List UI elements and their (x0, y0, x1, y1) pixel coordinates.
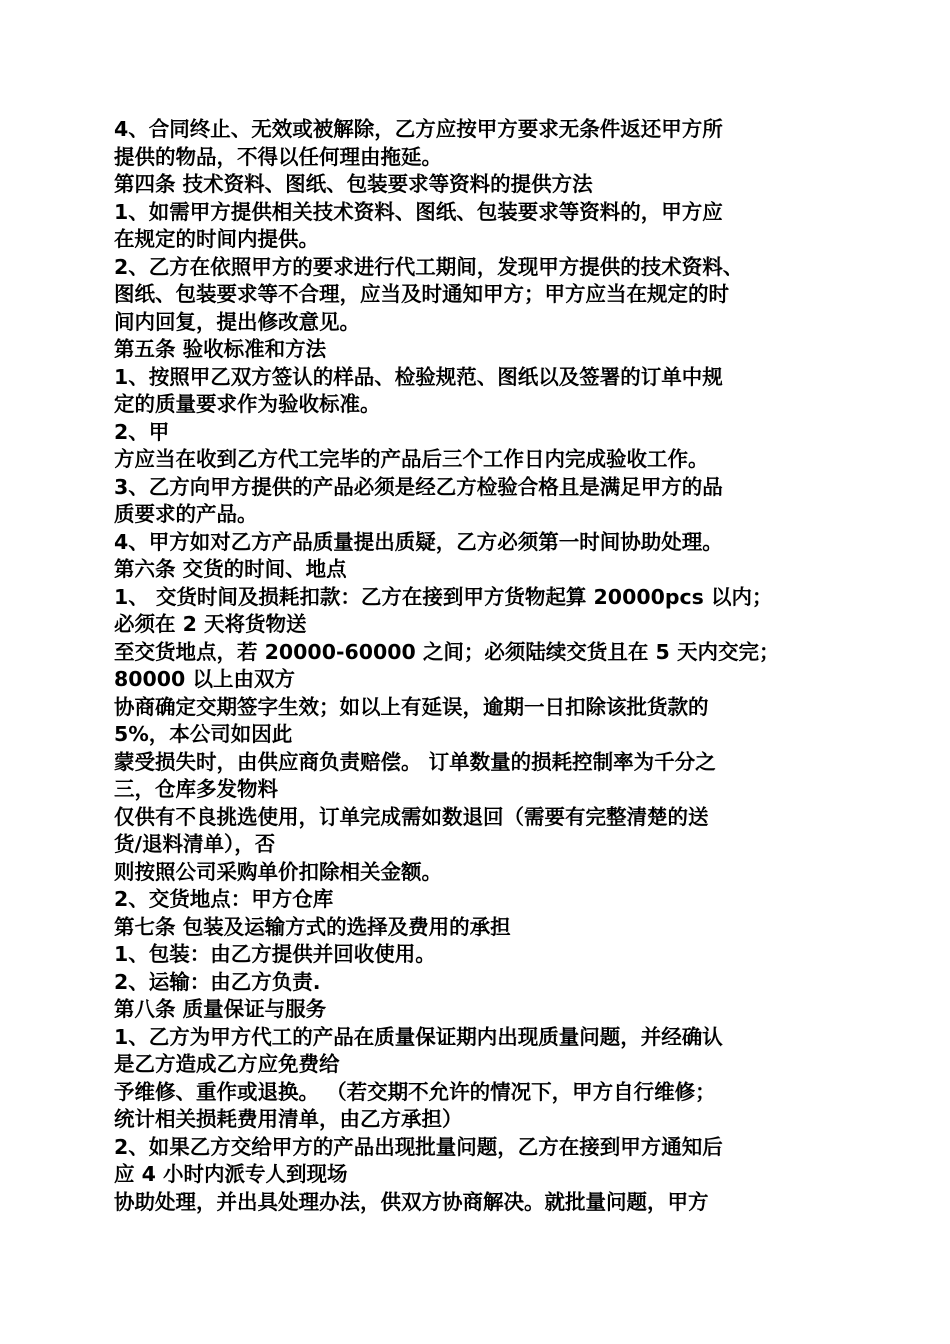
text-line: 仅供有不良挑选使用，订单完成需如数退回（需要有完整清楚的送 (114, 804, 709, 829)
section-heading: 第八条 质量保证与服务 (114, 997, 327, 1021)
text-line: 1、如需甲方提供相关技术资料、图纸、包装要求等资料的，甲方应 (114, 199, 723, 224)
text-line: 4、合同终止、无效或被解除，乙方应按甲方要求无条件返还甲方所 (114, 117, 723, 141)
text-line: 图纸、包装要求等不合理，应当及时通知甲方；甲方应当在规定的时 (114, 282, 729, 306)
text-line: 质要求的产品。 (114, 502, 258, 526)
text-line: 是乙方造成乙方应免费给 (114, 1052, 340, 1076)
text-line: 蒙受损失时，由供应商负责赔偿。 订单数量的损耗控制率为千分之 (114, 749, 716, 774)
text-line: 应 4 小时内派专人到现场 (114, 1162, 348, 1186)
text-line: 货/退料清单），否 (114, 832, 276, 856)
text-line: 2、如果乙方交给甲方的产品出现批量问题，乙方在接到甲方通知后 (114, 1134, 723, 1159)
text-line: 5%，本公司如因此 (114, 722, 293, 746)
text-line: 定的质量要求作为验收标准。 (114, 392, 381, 416)
text-line: 提供的物品，不得以任何理由拖延。 (114, 144, 442, 169)
text-line: 2、甲 (114, 419, 170, 444)
contract-text-body (114, 116, 849, 1216)
text-line: 间内回复，提出修改意见。 (114, 309, 360, 334)
text-line: 2、乙方在依照甲方的要求进行代工期间，发现甲方提供的技术资料、 (114, 254, 744, 279)
text-line: 1、乙方为甲方代工的产品在质量保证期内出现质量问题，并经确认 (114, 1024, 723, 1049)
text-line: 在规定的时间内提供。 (114, 227, 319, 251)
text-line: 统计相关损耗费用清单，由乙方承担） (114, 1107, 463, 1131)
text-line: 1、按照甲乙双方签认的样品、检验规范、图纸以及签署的订单中规 (114, 364, 723, 389)
text-line: 协助处理，并出具处理办法，供双方协商解决。就批量问题，甲方 (114, 1189, 709, 1214)
text-line: 1、 交货时间及损耗扣款：乙方在接到甲方货物起算 20000pcs 以内； (114, 584, 773, 609)
text-line: 协商确定交期签字生效；如以上有延误，逾期一日扣除该批货款的 (114, 694, 709, 719)
text-line: 1、包装：由乙方提供并回收使用。 (114, 942, 436, 966)
section-heading: 第五条 验收标准和方法 (114, 337, 327, 361)
text-line: 则按照公司采购单价扣除相关金额。 (114, 859, 442, 884)
text-line: 予维修、重作或退换。 （若交期不允许的情况下，甲方自行维修； (114, 1079, 716, 1104)
text-line: 80000 以上由双方 (114, 667, 295, 691)
text-line: 2、运输：由乙方负责. (114, 969, 321, 994)
text-line: 至交货地点，若 20000-60000 之间；必须陆续交货且在 5 天内交完； (114, 639, 780, 664)
text-line: 方应当在收到乙方代工完毕的产品后三个工作日内完成验收工作。 (114, 447, 709, 471)
section-heading: 第七条 包装及运输方式的选择及费用的承担 (114, 914, 511, 939)
text-line: 必须在 2 天将货物送 (114, 612, 307, 636)
section-heading: 第六条 交货的时间、地点 (114, 557, 347, 581)
text-line: 3、乙方向甲方提供的产品必须是经乙方检验合格且是满足甲方的品 (114, 474, 723, 499)
text-line: 4、甲方如对乙方产品质量提出质疑，乙方必须第一时间协助处理。 (114, 529, 723, 554)
text-line: 2、交货地点：甲方仓库 (114, 887, 334, 911)
text-line: 三，仓库多发物料 (114, 777, 278, 801)
section-heading: 第四条 技术资料、图纸、包装要求等资料的提供方法 (114, 172, 593, 196)
